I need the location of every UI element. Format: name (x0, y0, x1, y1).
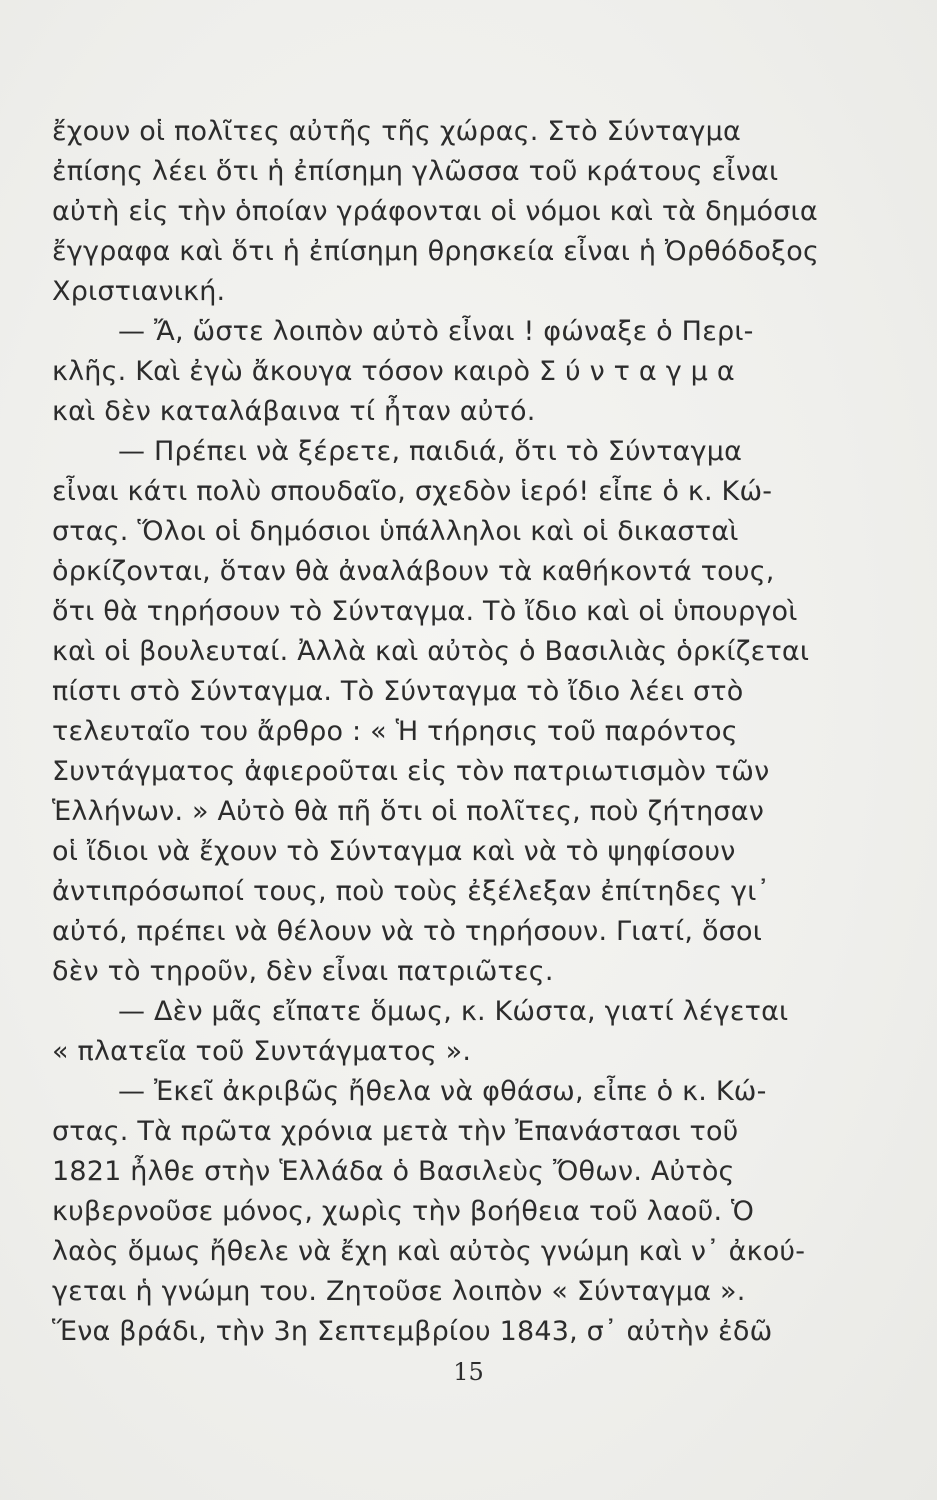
text-line-8: καὶ δὲν καταλάβαινα τί ἦταν αὐτό. (52, 396, 536, 427)
text-line-5: Χριστιανική. (52, 276, 226, 307)
text-line-29: λαὸς ὅμως ἤθελε νὰ ἔχη καὶ αὐτὸς γνώμη καὶ ν᾿ ἀκού- (52, 1236, 806, 1267)
text-line-4: ἔγγραφα καὶ ὅτι ἡ ἐπίσημη θρησκεία εἶναι ἡ Ὀρθόδοξος (52, 236, 820, 267)
text-line-12: ὁρκίζονται, ὅταν θὰ ἀναλάβουν τὰ καθήκοντά τους, (52, 556, 775, 587)
text-line-20: ἀντιπρόσωποί τους, ποὺ τοὺς ἐξέλεξαν ἐπίτηδες γι᾿ (52, 876, 771, 907)
text-line-28: κυβερνοῦσε μόνος, χωρὶς τὴν βοήθεια τοῦ λαοῦ. Ὁ (52, 1196, 755, 1227)
text-line-26: στας. Τὰ πρῶτα χρόνια μετὰ τὴν Ἐπανάστασι τοῦ (52, 1116, 739, 1147)
text-line-19: οἱ ἴδιοι νὰ ἔχουν τὸ Σύνταγμα καὶ νὰ τὸ ψηφίσουν (52, 836, 736, 867)
text-line-2: ἐπίσης λέει ὅτι ἡ ἐπίσημη γλῶσσα τοῦ κράτους εἶναι (52, 156, 779, 187)
text-line-18: Ἑλλήνων. » Αὐτὸ θὰ πῆ ὅτι οἱ πολῖτες, ποὺ ζήτησαν (52, 796, 765, 827)
text-line-15: πίστι στὸ Σύνταγμα. Τὸ Σύνταγμα τὸ ἴδιο λέει στὸ (52, 676, 744, 707)
text-line-16: τελευταῖο του ἄρθρο : « Ἡ τήρησις τοῦ παρόντος (52, 716, 738, 747)
text-line-14: καὶ οἱ βουλευταί. Ἀλλὰ καὶ αὐτὸς ὁ Βασιλιὰς ὁρκίζεται (52, 636, 810, 667)
text-line-17: Συντάγματος ἀφιεροῦται εἰς τὸν πατριωτισμὸν τῶν (52, 756, 770, 787)
text-line-24: « πλατεῖα τοῦ Συντάγματος ». (52, 1036, 472, 1067)
text-line-3: αὐτὴ εἰς τὴν ὁποίαν γράφονται οἱ νόμοι καὶ τὰ δημόσια (52, 196, 818, 227)
text-line-31: Ἕνα βράδι, τὴν 3η Σεπτεμβρίου 1843, σ᾿ αὐτὴν ἐδῶ (52, 1316, 773, 1347)
text-line-1: ἔχουν οἱ πολῖτες αὐτῆς τῆς χώρας. Στὸ Σύνταγμα (52, 116, 741, 147)
text-line-25: — Ἐκεῖ ἀκριβῶς ἤθελα νὰ φθάσω, εἶπε ὁ κ. Κώ- (118, 1076, 767, 1107)
text-line-22: δὲν τὸ τηροῦν, δὲν εἶναι πατριῶτες. (52, 956, 554, 987)
page-number: 15 (453, 1358, 484, 1386)
text-line-6: — Ἄ, ὥστε λοιπὸν αὐτὸ εἶναι ! φώναξε ὁ Περι- (118, 316, 754, 347)
text-line-21: αὐτό, πρέπει νὰ θέλουν νὰ τὸ τηρήσουν. Γιατί, ὅσοι (52, 916, 763, 947)
text-line-13: ὅτι θὰ τηρήσουν τὸ Σύνταγμα. Τὸ ἴδιο καὶ οἱ ὑπουργοὶ (52, 596, 798, 627)
text-line-7: κλῆς. Καὶ ἐγὼ ἄκουγα τόσον καιρὸ Σ ύ ν τ α γ μ α (52, 356, 735, 387)
text-line-9: — Πρέπει νὰ ξέρετε, παιδιά, ὅτι τὸ Σύνταγμα (118, 436, 743, 467)
text-line-30: γεται ἡ γνώμη του. Ζητοῦσε λοιπὸν « Σύνταγμα ». (52, 1276, 746, 1307)
text-line-23: — Δὲν μᾶς εἴπατε ὅμως, κ. Κώστα, γιατί λέγεται (118, 996, 789, 1027)
text-line-10: εἶναι κάτι πολὺ σπουδαῖο, σχεδὸν ἱερό! εἶπε ὁ κ. Κώ- (52, 476, 773, 507)
text-line-11: στας. Ὅλοι οἱ δημόσιοι ὑπάλληλοι καὶ οἱ δικασταὶ (52, 516, 739, 547)
text-line-27: 1821 ἦλθε στὴν Ἑλλάδα ὁ Βασιλεὺς Ὄθων. Αὐτὸς (52, 1156, 735, 1187)
